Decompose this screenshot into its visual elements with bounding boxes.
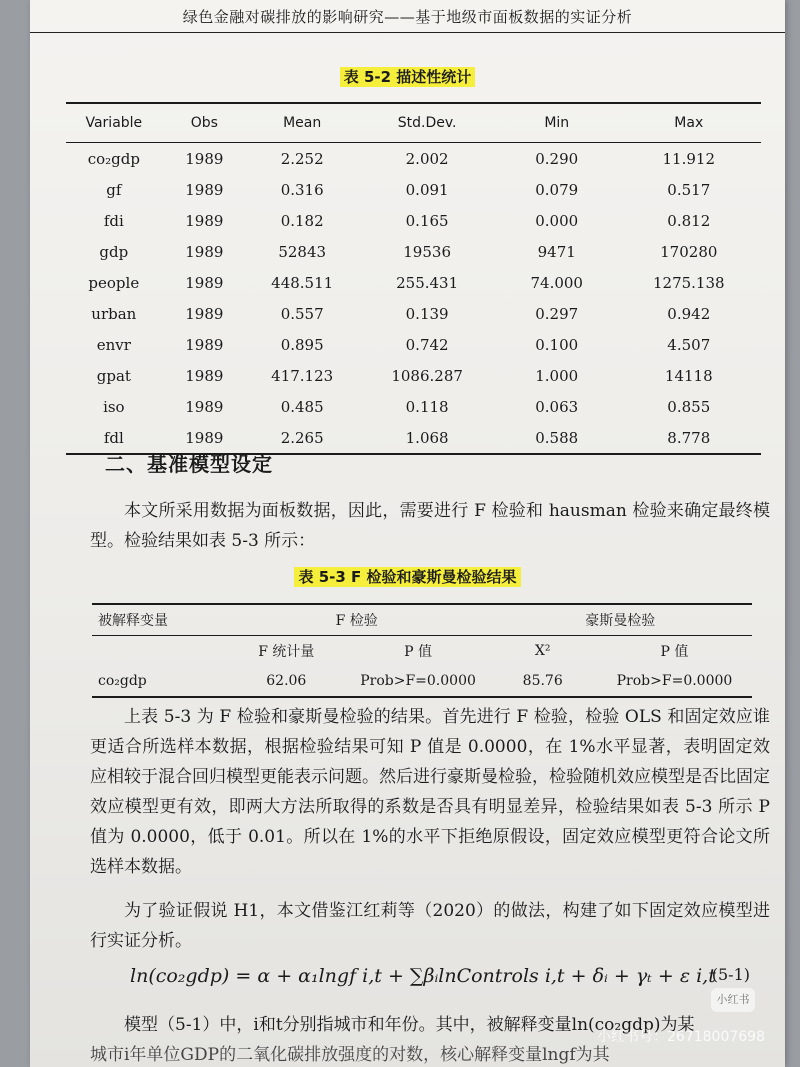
cell-min: 0.100 bbox=[535, 335, 579, 354]
cell-variable: gf bbox=[106, 180, 122, 199]
paragraph-intro: 本文所采用数据为面板数据，因此，需要进行 F 检验和 hausman 检验来确定最终模型。检验结果如表 5-3 所示： bbox=[90, 501, 770, 551]
cell-max: 170280 bbox=[660, 242, 718, 261]
cell-mean: 0.895 bbox=[280, 335, 324, 354]
cell-variable: co₂gdp bbox=[87, 149, 140, 168]
cell-obs: 1989 bbox=[185, 304, 224, 323]
cell-obs: 1989 bbox=[185, 211, 224, 230]
table-row bbox=[66, 143, 761, 175]
table2-header-row bbox=[92, 604, 752, 636]
table1-header-row bbox=[66, 103, 761, 143]
table2-caption bbox=[30, 566, 785, 587]
chi2-header: X² bbox=[534, 643, 551, 659]
cell-f-p: Prob>F=0.0000 bbox=[360, 673, 476, 689]
model-equation bbox=[130, 965, 750, 987]
table-row bbox=[66, 174, 761, 205]
cell-max: 0.517 bbox=[667, 180, 711, 199]
cell-min: 9471 bbox=[537, 242, 576, 261]
cell-max: 8.778 bbox=[667, 428, 711, 447]
cell-max: 11.912 bbox=[662, 149, 716, 168]
watermark-text: 小红书号：26718007698 bbox=[597, 1029, 765, 1045]
cell-obs: 1989 bbox=[185, 273, 224, 292]
table2-caption-text: 表 5-3 F 检验和豪斯曼检验结果 bbox=[294, 567, 520, 587]
cell-min: 0.079 bbox=[535, 180, 579, 199]
cell-stddev: 0.139 bbox=[405, 304, 449, 323]
cell-min: 0.297 bbox=[535, 304, 579, 323]
cell-mean: 52843 bbox=[278, 242, 327, 261]
xiaohongshu-logo: 小红书 bbox=[711, 988, 755, 1012]
cell-stddev: 0.165 bbox=[405, 211, 449, 230]
f-hausman-test-table bbox=[92, 603, 752, 698]
cell-min: 0.290 bbox=[535, 149, 579, 168]
col-header-obs: Obs bbox=[190, 115, 218, 131]
cell-variable: fdl bbox=[103, 428, 124, 447]
cell-min: 0.063 bbox=[535, 397, 579, 416]
equation-number: (5-1) bbox=[711, 965, 750, 984]
cell-chi2: 85.76 bbox=[522, 673, 563, 689]
table-row bbox=[66, 298, 761, 329]
cell-mean: 0.485 bbox=[280, 397, 324, 416]
cell-min: 0.588 bbox=[535, 428, 579, 447]
cell-variable: fdi bbox=[103, 211, 124, 230]
cell-max: 0.855 bbox=[667, 397, 711, 416]
section-heading: 二、基准模型设定 bbox=[105, 452, 273, 476]
cell-obs: 1989 bbox=[185, 428, 224, 447]
cell-mean: 0.316 bbox=[280, 180, 324, 199]
cell-stddev: 0.118 bbox=[405, 397, 449, 416]
cell-mean: 2.265 bbox=[280, 428, 324, 447]
col-header-mean: Mean bbox=[283, 115, 322, 131]
table1-caption-text: 表 5-2 描述性统计 bbox=[340, 67, 476, 87]
table-row bbox=[66, 236, 761, 267]
cell-obs: 1989 bbox=[185, 335, 224, 354]
cell-stddev: 19536 bbox=[403, 242, 451, 261]
col-header-min: Min bbox=[544, 115, 570, 131]
f-p-header: P 值 bbox=[404, 644, 432, 660]
cell-max: 14118 bbox=[664, 366, 713, 385]
cell-obs: 1989 bbox=[185, 366, 224, 385]
dep-var-header: 被解释变量 bbox=[98, 613, 168, 629]
table1-caption bbox=[30, 66, 785, 87]
cell-obs: 1989 bbox=[185, 242, 224, 261]
cell-max: 0.812 bbox=[667, 211, 711, 230]
paragraph-variables: 模型（5-1）中，i和t分别指城市和年份。其中，被解释变量ln(co₂gdp)为某 bbox=[124, 1015, 695, 1035]
table-row bbox=[66, 267, 761, 298]
cell-obs: 1989 bbox=[185, 397, 224, 416]
f-stat-header: F 统计量 bbox=[258, 644, 315, 660]
cell-variable: urban bbox=[91, 304, 137, 323]
cell-max: 4.507 bbox=[667, 335, 711, 354]
document-page bbox=[30, 0, 785, 1067]
descriptive-stats-table bbox=[66, 102, 761, 455]
cell-mean: 0.557 bbox=[280, 304, 324, 323]
f-test-header: F 检验 bbox=[335, 613, 378, 629]
paragraph-model: 为了验证假说 H1，本文借鉴江红莉等（2020）的做法，构建了如下固定效应模型进行实证分析。 bbox=[90, 901, 770, 951]
col-header-stddev: Std.Dev. bbox=[397, 115, 457, 131]
table-row bbox=[66, 205, 761, 236]
cell-variable: people bbox=[88, 273, 140, 292]
cell-obs: 1989 bbox=[185, 180, 224, 199]
cell-variable: gpat bbox=[96, 366, 131, 385]
cell-min: 0.000 bbox=[535, 211, 579, 230]
cell-f-stat: 62.06 bbox=[266, 673, 307, 689]
cell-stddev: 1086.287 bbox=[391, 366, 463, 385]
table-row bbox=[66, 329, 761, 360]
cell-mean: 2.252 bbox=[280, 149, 324, 168]
cell-variable: gdp bbox=[99, 242, 129, 261]
cell-variable: co₂gdp bbox=[98, 673, 147, 689]
cell-stddev: 0.742 bbox=[405, 335, 449, 354]
cell-stddev: 2.002 bbox=[405, 149, 449, 168]
col-header-variable: Variable bbox=[85, 115, 143, 131]
cell-variable: iso bbox=[103, 397, 125, 416]
running-header: 绿色金融对碳排放的影响研究——基于地级市面板数据的实证分析 bbox=[30, 6, 785, 33]
cell-stddev: 255.431 bbox=[396, 273, 459, 292]
cell-obs: 1989 bbox=[185, 149, 224, 168]
table-row bbox=[66, 360, 761, 391]
cell-h-p: Prob>F=0.0000 bbox=[616, 673, 733, 689]
cell-variable: envr bbox=[96, 335, 131, 354]
table2-subheader-row bbox=[92, 636, 752, 667]
hausman-header: 豪斯曼检验 bbox=[585, 613, 656, 629]
cell-mean: 0.182 bbox=[280, 211, 324, 230]
table-row bbox=[66, 391, 761, 422]
col-header-max: Max bbox=[674, 115, 704, 131]
equation-formula: ln(co₂gdp) = α + α₁lngf i,t + ∑βᵢlnControls i,t + δᵢ + γₜ + ε i,t bbox=[130, 965, 716, 987]
h-p-header: P 值 bbox=[660, 644, 689, 660]
cell-max: 0.942 bbox=[667, 304, 711, 323]
cell-min: 1.000 bbox=[535, 366, 579, 385]
paragraph-results: 上表 5-3 为 F 检验和豪斯曼检验的结果。首先进行 F 检验，检验 OLS 和固定效应谁更适合所选样本数据，根据检验结果可知 P 值是 0.0000，在 1%水平显著，表明固定效应相较于混合回归模型更能表示问题。然后进行豪斯曼检验，检验随机效应模型是否比固定效应模型更有效，即两大方法所取得的系数是否具有明显差异，检验结果如表 5-3 所示 P 值为 0.0000，低于 0.01。所以在 1%的水平下拒绝原假设，固定效应模型更符合论文所选样本数据。 bbox=[90, 707, 770, 877]
cell-mean: 448.511 bbox=[271, 273, 334, 292]
cell-max: 1275.138 bbox=[652, 273, 725, 292]
cell-stddev: 1.068 bbox=[405, 428, 449, 447]
paragraph-cutoff: 城市i年单位GDP的二氧化碳排放强度的对数，核心解释变量lngf为其 bbox=[90, 1045, 610, 1065]
cell-min: 74.000 bbox=[530, 273, 583, 292]
table-row bbox=[92, 666, 752, 697]
cell-stddev: 0.091 bbox=[405, 180, 449, 199]
cell-mean: 417.123 bbox=[271, 366, 334, 385]
empty-cell bbox=[92, 636, 225, 667]
